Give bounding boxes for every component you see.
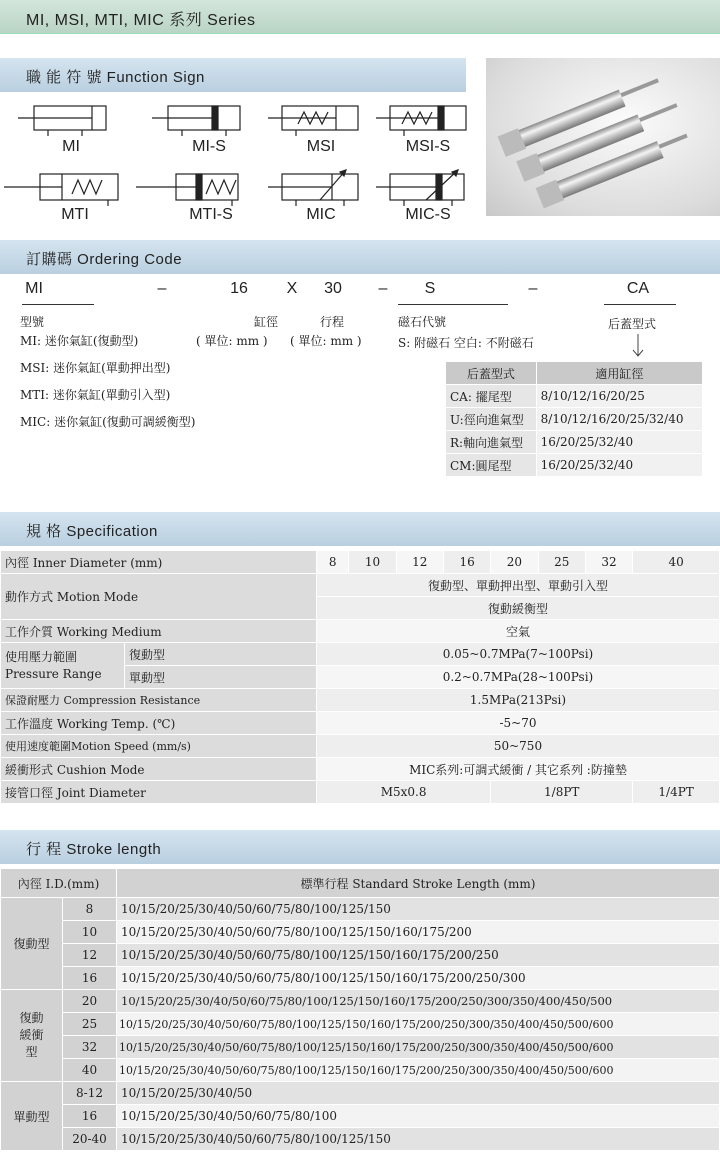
bore-value: 8 xyxy=(316,551,348,574)
port-1-8pt: 1/8PT xyxy=(491,781,633,804)
port-label: 接管口徑 Joint Diameter xyxy=(1,781,317,804)
port-1-4pt: 1/4PT xyxy=(633,781,720,804)
series-title: MI, MSI, MTI, MIC 系列 Series xyxy=(26,12,256,29)
pressure-single-value: 0.2~0.7MPa(28~100Psi) xyxy=(316,666,719,689)
stroke-bore: 8 xyxy=(63,898,117,921)
stroke-values: 10/15/20/25/30/40/50/60/75/80/100/125/150 xyxy=(117,1128,720,1151)
type-mic: MIC: 迷你氣缸(復動可調緩衡型) xyxy=(20,415,196,429)
stroke-bore: 16 xyxy=(63,967,117,990)
code-dash-3: – xyxy=(528,280,538,297)
mi-s-symbol xyxy=(152,106,240,136)
code-bore: 16 xyxy=(230,280,248,297)
cap-label: 后蓋型式 xyxy=(608,317,657,331)
cylinder-image xyxy=(486,58,720,216)
inner-diameter-label: 內徑 Inner Diameter (mm) xyxy=(1,551,317,574)
speed-label: 使用速度範圍Motion Speed (mm/s) xyxy=(1,735,317,758)
sign-label-msi: MSI xyxy=(306,138,336,155)
bore-value: 10 xyxy=(349,551,396,574)
ordering-code-title: 訂購碼 Ordering Code xyxy=(26,251,183,268)
cap-header-bore: 適用缸徑 xyxy=(536,362,702,385)
stroke-title: 行 程 Stroke length xyxy=(26,841,162,858)
mic-symbol xyxy=(268,170,358,206)
stroke-bore: 20 xyxy=(63,990,117,1013)
motion-mode-label: 動作方式 Motion Mode xyxy=(1,574,317,620)
stroke-values: 10/15/20/25/30/40/50/60/75/80/100/125/150/160/175/200/250/300/350/400/450/500/600 xyxy=(117,1013,720,1036)
code-magnet-underline xyxy=(398,304,508,305)
bore-value: 12 xyxy=(396,551,443,574)
sign-label-mti: MTI xyxy=(61,206,89,223)
stroke-bore: 32 xyxy=(63,1036,117,1059)
stroke-bore: 12 xyxy=(63,944,117,967)
msi-s-symbol xyxy=(376,106,466,136)
spec-header xyxy=(0,512,720,546)
cap-type: CM:圓尾型 xyxy=(446,454,537,477)
mi-symbol xyxy=(18,106,106,136)
function-sign-header xyxy=(0,58,466,92)
pressure-double-value: 0.05~0.7MPa(7~100Psi) xyxy=(316,643,719,666)
cap-type: CA: 擺尾型 xyxy=(446,385,537,408)
code-dash-2: – xyxy=(378,280,388,297)
proof-pressure-value: 1.5MPa(213Psi) xyxy=(316,689,719,712)
pressure-label xyxy=(1,643,125,689)
cap-type-table xyxy=(445,361,703,477)
stroke-values: 10/15/20/25/30/40/50/60/75/80/100/125/150/160/175/200 xyxy=(117,921,720,944)
stroke-values: 10/15/20/25/30/40/50 xyxy=(117,1082,720,1105)
stroke-values: 10/15/20/25/30/40/50/60/75/80/100/125/150/160/175/200/250/300 xyxy=(117,967,720,990)
stroke-bore: 40 xyxy=(63,1059,117,1082)
group-cushion: 復動 緩衝 型 xyxy=(1,990,63,1082)
cap-bores: 16/20/25/32/40 xyxy=(536,454,702,477)
stroke-label: 行程 xyxy=(320,315,345,329)
cap-bores: 16/20/25/32/40 xyxy=(536,431,702,454)
cap-header-type: 后蓋型式 xyxy=(446,362,537,385)
speed-value: 50~750 xyxy=(316,735,719,758)
code-stroke: 30 xyxy=(324,280,342,297)
sign-label-mic-s: MIC-S xyxy=(405,206,451,223)
bore-unit: ( 單位: mm ) xyxy=(196,334,268,348)
spec-title: 規 格 Specification xyxy=(26,523,158,540)
cap-type: U:徑向進氣型 xyxy=(446,408,537,431)
code-magnet: S xyxy=(424,280,436,297)
magnet-desc: S: 附磁石 空白: 不附磁石 xyxy=(398,336,534,350)
cap-bores: 8/10/12/16/20/25/32/40 xyxy=(536,408,702,431)
msi-symbol xyxy=(268,106,358,136)
cap-type: R:軸向進氣型 xyxy=(446,431,537,454)
type-msi: MSI: 迷你氣缸(單動押出型) xyxy=(20,361,171,375)
spec-table xyxy=(0,550,720,804)
pressure-label-en: Pressure Range xyxy=(5,666,102,681)
group-double: 復動型 xyxy=(1,898,63,990)
bore-value: 32 xyxy=(585,551,632,574)
temp-value: -5~70 xyxy=(316,712,719,735)
port-m5: M5x0.8 xyxy=(316,781,490,804)
bore-label: 缸徑 xyxy=(254,315,279,329)
stroke-values: 10/15/20/25/30/40/50/60/75/80/100 xyxy=(117,1105,720,1128)
stroke-values: 10/15/20/25/30/40/50/60/75/80/100/125/150 xyxy=(117,898,720,921)
type-mi: MI: 迷你氣缸(復動型) xyxy=(20,334,139,348)
mic-s-symbol xyxy=(376,170,464,206)
proof-pressure-label: 保證耐壓力 Compression Resistance xyxy=(1,689,317,712)
stroke-header xyxy=(0,830,720,864)
mti-s-symbol xyxy=(136,174,238,206)
sign-label-mi-s: MI-S xyxy=(192,138,226,155)
series-title-bar xyxy=(0,0,720,34)
stroke-bore: 8-12 xyxy=(63,1082,117,1105)
bore-value: 16 xyxy=(443,551,490,574)
id-label: 內徑 I.D.(mm) xyxy=(1,869,117,898)
code-x: X xyxy=(286,280,298,297)
stroke-bore: 25 xyxy=(63,1013,117,1036)
cushion-value: MIC系列:可調式緩衝 / 其它系列 :防撞墊 xyxy=(316,758,719,781)
stroke-unit: ( 單位: mm ) xyxy=(290,334,362,348)
stroke-values: 10/15/20/25/30/40/50/60/75/80/100/125/150/160/175/200/250/300/350/400/450/500/600 xyxy=(117,1036,720,1059)
type-mti: MTI: 迷你氣缸(單動引入型) xyxy=(20,388,171,402)
ordering-code-header xyxy=(0,240,720,274)
bore-value: 20 xyxy=(491,551,538,574)
motion-mode-1: 復動型、單動押出型、單動引入型 xyxy=(316,574,719,597)
code-cap: CA xyxy=(626,280,650,297)
function-sign-title: 職 能 符 號 Function Sign xyxy=(26,69,205,86)
cylinder-photo xyxy=(486,58,720,216)
cap-bores: 8/10/12/16/20/25 xyxy=(536,385,702,408)
pressure-single-label: 單動型 xyxy=(125,666,317,689)
sign-label-mi: MI xyxy=(62,138,80,155)
code-dash-1: – xyxy=(157,280,167,297)
stroke-bore: 16 xyxy=(63,1105,117,1128)
bore-value: 40 xyxy=(633,551,720,574)
std-stroke-label: 標準行程 Standard Stroke Length (mm) xyxy=(117,869,720,898)
mti-symbol xyxy=(4,174,118,206)
stroke-values: 10/15/20/25/30/40/50/60/75/80/100/125/150/160/175/200/250/300/350/400/450/500 xyxy=(117,990,720,1013)
stroke-values: 10/15/20/25/30/40/50/60/75/80/100/125/150/160/175/200/250/300/350/400/450/500/600 xyxy=(117,1059,720,1082)
temp-label: 工作溫度 Working Temp. (℃) xyxy=(1,712,317,735)
code-model-underline xyxy=(22,304,94,305)
code-cap-underline xyxy=(604,304,676,305)
type-label: 型號 xyxy=(20,315,45,329)
stroke-bore: 10 xyxy=(63,921,117,944)
medium-label: 工作介質 Working Medium xyxy=(1,620,317,643)
motion-mode-2: 復動緩衡型 xyxy=(316,597,719,620)
stroke-values: 10/15/20/25/30/40/50/60/75/80/100/125/150/160/175/200/250 xyxy=(117,944,720,967)
down-arrow-icon xyxy=(630,334,646,360)
magnet-label: 磁石代號 xyxy=(398,315,447,329)
medium-value: 空氣 xyxy=(316,620,719,643)
stroke-bore: 20-40 xyxy=(63,1128,117,1151)
bore-value: 25 xyxy=(538,551,585,574)
sign-label-msi-s: MSI-S xyxy=(405,138,451,155)
cushion-label: 緩衝形式 Cushion Mode xyxy=(1,758,317,781)
code-model: MI xyxy=(25,280,43,297)
sign-label-mic: MIC xyxy=(306,206,336,223)
sign-label-mti-s: MTI-S xyxy=(189,206,233,223)
pressure-label-zh: 使用壓力範圍 xyxy=(5,649,78,664)
stroke-table xyxy=(0,868,720,1151)
group-single: 單動型 xyxy=(1,1082,63,1151)
pressure-double-label: 復動型 xyxy=(125,643,317,666)
